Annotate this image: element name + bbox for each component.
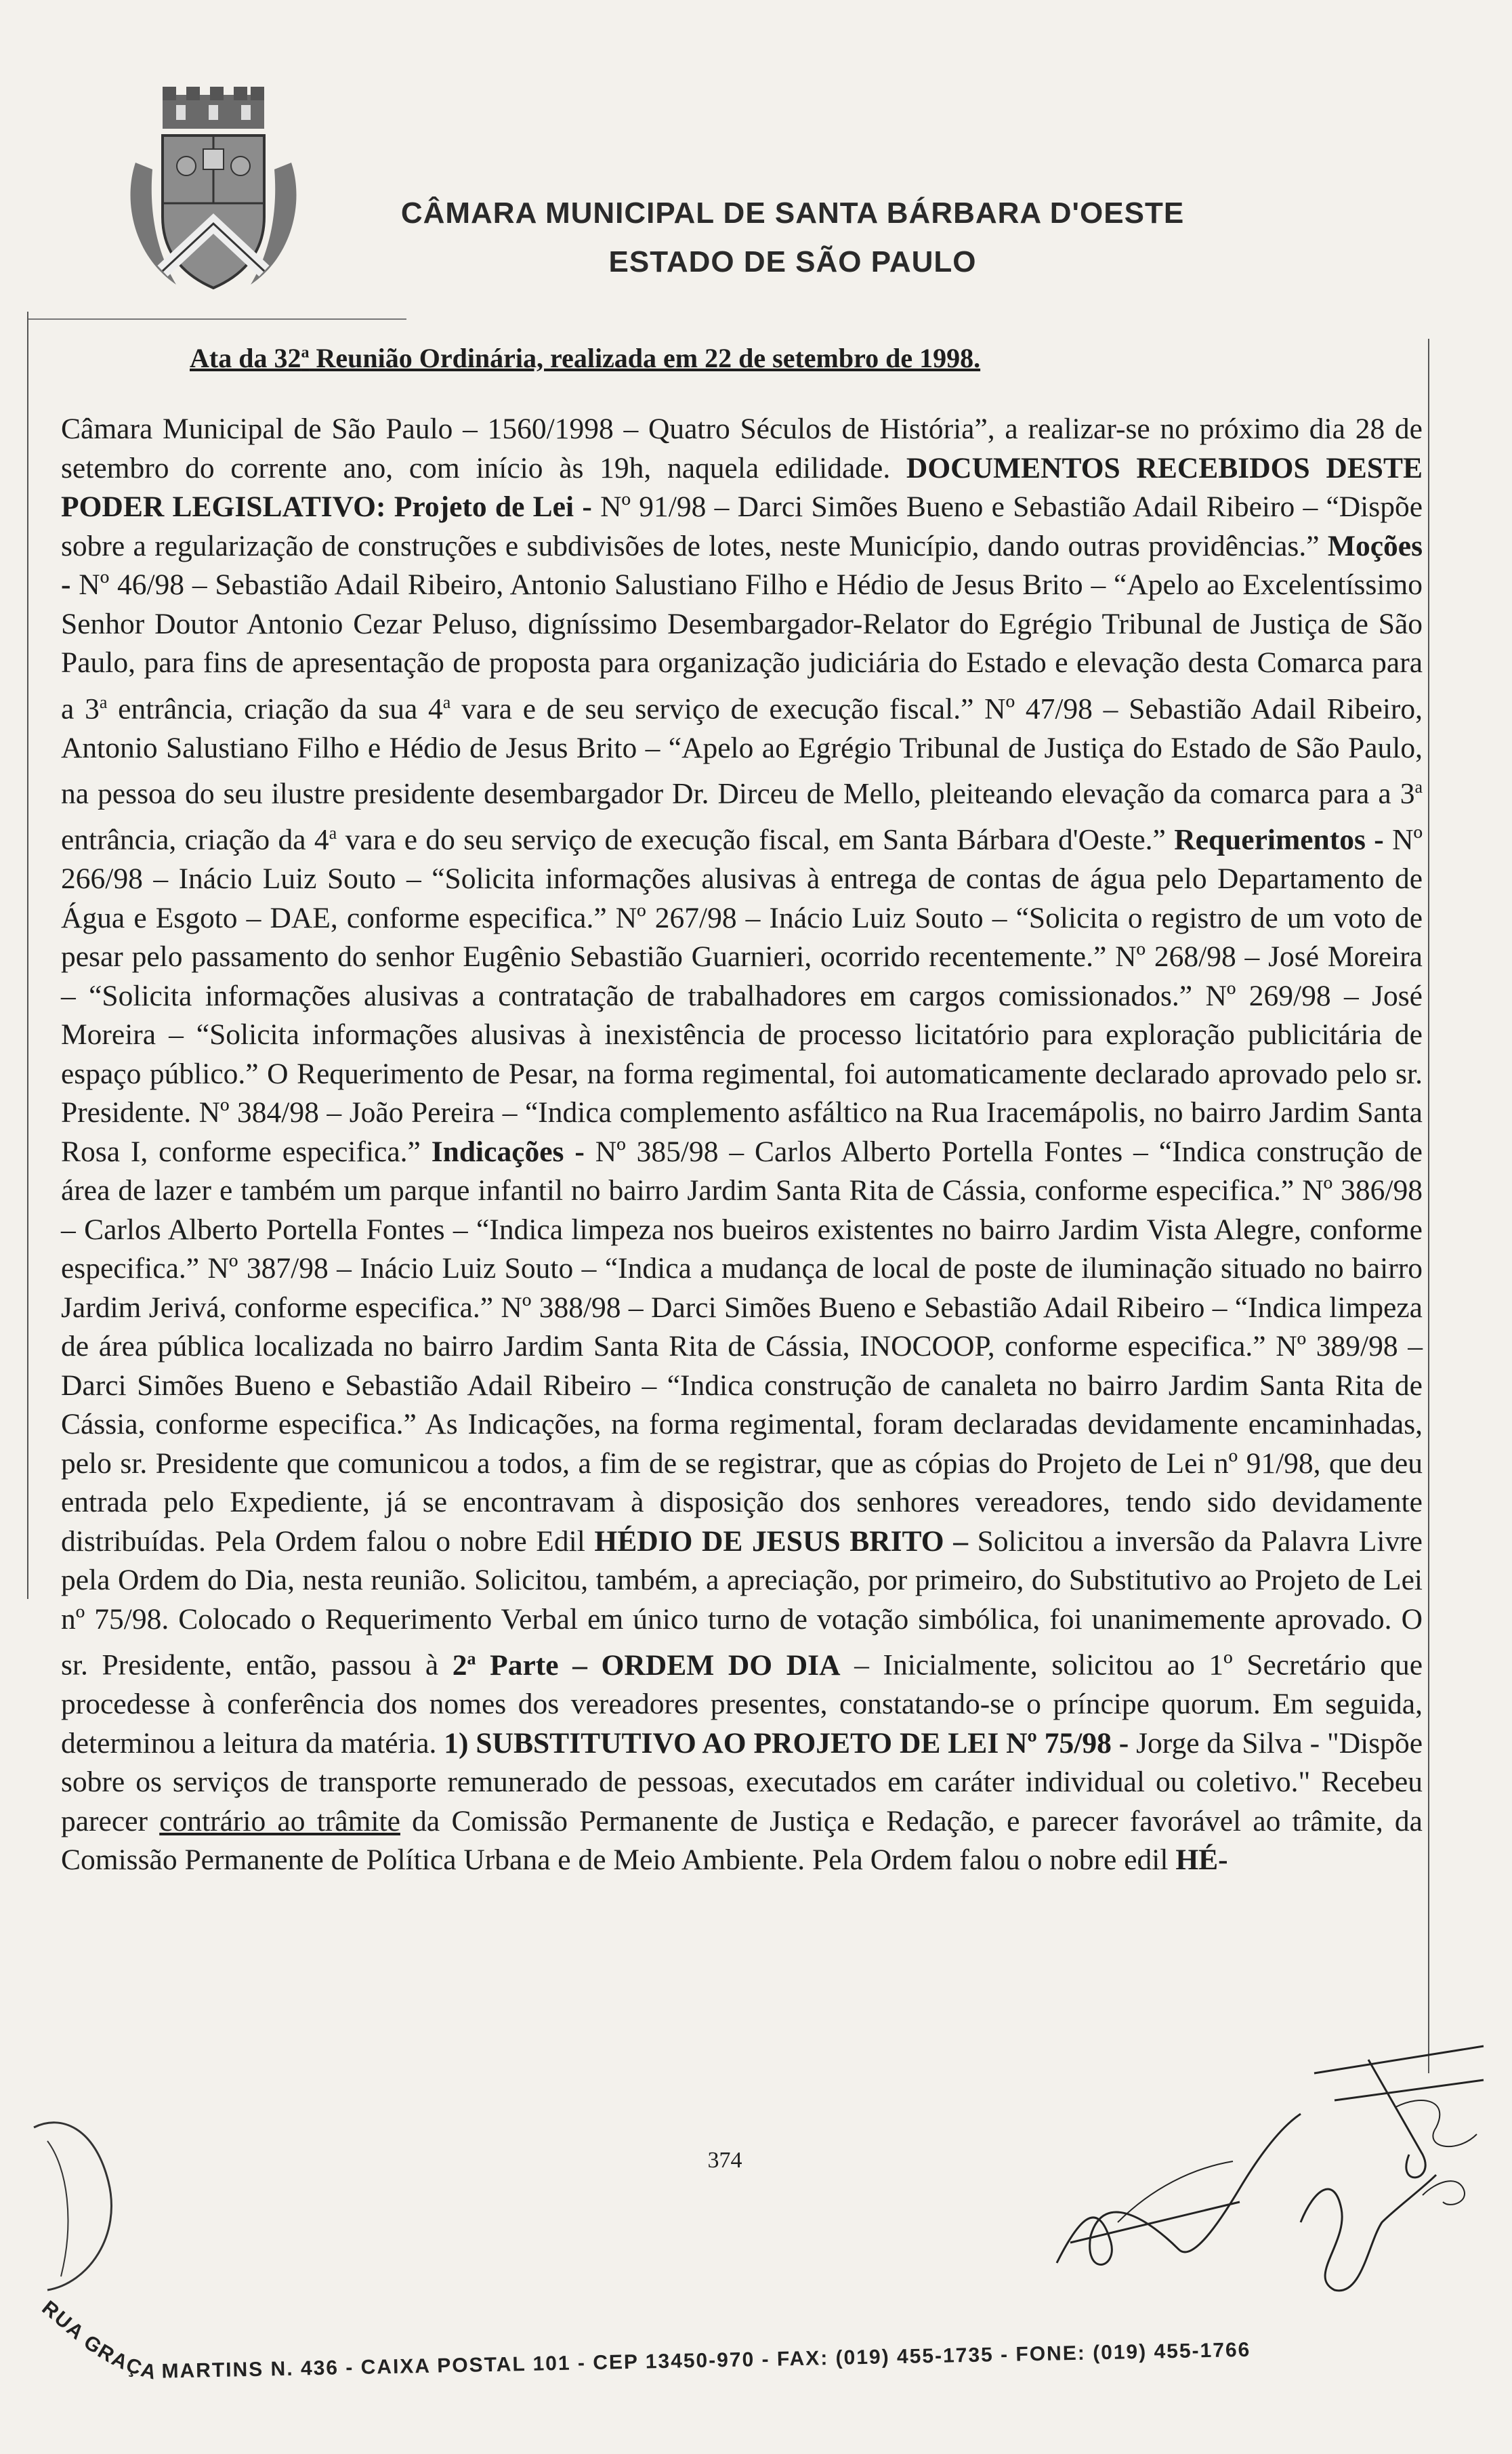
body-text-segment: entrância, criação da 4 [61,823,329,856]
body-superscript: a [442,692,451,712]
body-bold-segment: Requerimentos - [1174,823,1384,856]
coat-of-arms-icon [115,81,312,305]
body-bold-segment: HÉ- [1175,1844,1228,1876]
footer-address [27,2283,1512,2419]
handwritten-signatures [1016,2019,1490,2304]
footer-address-textpath: RUA GRAÇA MARTINS N. 436 - CAIXA POSTAL 101 - CEP 13450-970 - FAX: (019) 455-1735 - FONE: (019) 455-1766 [37,2296,1251,2384]
part-number: 2 [452,1648,467,1682]
body-text-segment: da Comissão Permanente de Justiça e Redação, e parecer favorável ao trâmite, da Comissão Permanente de Política Urbana e de Meio Ambiente. Pela Ordem falou o nobre edil [61,1804,1423,1876]
body-text-segment: – Inicialmente, solicitou ao 1º Secretário que procedesse à conferência dos nomes dos vereadores presentes, constatando-se o príncipe quorum. Em seguida, determinou a leitura da matéria. [61,1648,1423,1760]
body-bold-segment: HÉDIO DE JESUS BRITO – [594,1524,968,1558]
body-text-segment: Nº 91/98 – Darci Simões Bueno e Sebastião Adail Ribeiro – “Dispõe sobre a regularização de construções e subdivisões de lotes, neste Município, dando outras providências.” [61,491,1423,562]
frame-right-line [1428,339,1429,2073]
margin-scribble [20,2100,156,2304]
body-text-segment: Jorge da Silva - "Dispõe sobre os serviços de transporte remunerado de pessoas, executados em caráter individual ou coletivo." Recebeu parecer [61,1726,1423,1837]
title-prefix: Ata da 32 [190,343,301,373]
body-text-segment: vara e do seu serviço de execução fiscal, em Santa Bárbara d'Oeste.” [337,823,1175,856]
body-superscript: a [329,823,337,843]
body-bold-segment: 1) SUBSTITUTIVO AO PROJETO DE LEI Nº 75/98 - [444,1726,1129,1760]
body-bold-segment [453,1649,841,1682]
part-title: Parte – ORDEM DO DIA [476,1648,841,1682]
minutes-title [190,342,1206,374]
body-text-segment: Câmara Municipal de São Paulo – 1560/1998 – Quatro Séculos de História”, a realizar-se no próximo dia 28 de setembro do corrente ano, com início às 19h, naquela edilidade. [61,413,1423,484]
body-underlined-segment: contrário ao trâmite [159,1804,400,1837]
body-text-segment: vara e de seu serviço de execução fiscal.” Nº 47/98 – Sebastião Adail Ribeiro, Antonio Salustiano Filho e Hédio de Jesus Brito – “Apelo ao Egrégio Tribunal de Justiça do Estado de São Paulo, na pessoa do seu ilustre presidente desembargador Dr. Dirceu de Mello, pleiteando elevação da comarca para a 3 [61,692,1423,810]
minutes-body [61,410,1423,2117]
body-superscript: a [99,692,108,712]
body-bold-segment: Moções - [61,529,1423,601]
org-name: CÂMARA MUNICIPAL DE SANTA BÁRBARA D'OESTE [400,196,1185,230]
frame-left-line [27,312,28,1599]
body-text-segment: Nº 385/98 – Carlos Alberto Portella Fontes – “Indica construção de área de lazer e também um parque infantil no bairro Jardim Santa Rita de Cássia, conforme especifica.” Nº 386/98 – Carlos Alberto Portella Fontes – “Indica limpeza nos bueiros existentes no bairro Jardim Vista Alegre, conforme especifica.” Nº 387/98 – Inácio Luiz Souto – “Indica a mudança de local de poste de iluminação situado no bairro Jardim Jerivá, conforme especifica.” Nº 388/98 – Darci Simões Bueno e Sebastião Adail Ribeiro – “Indica limpeza de área pública localizada no bairro Jardim Santa Rita de Cássia, INOCOOP, conforme especifica.” Nº 389/98 – Darci Simões Bueno e Sebastião Adail Ribeiro – “Indica construção de canaleta no bairro Jardim Santa Rita de Cássia, conforme especifica.” As Indicações, na forma regimental, foram declaradas devidamente encaminhadas, pelo sr. Presidente que comunicou a todos, a fim de se registrar, que as cópias do Projeto de Lei nº 91/98, que deu entrada pelo Expediente, já se encontravam à disposição dos senhores vereadores, tendo sido devidamente distribuídas. Pela Ordem falou o nobre Edil [61,1135,1423,1558]
page-number: 374 [707,2148,742,2173]
frame-top-line [27,318,406,320]
body-bold-segment: DOCUMENTOS RECEBIDOS DESTE PODER LEGISLATIVO: Projeto de Lei - [61,451,1423,523]
body-text-segment: Solicitou a inversão da Palavra Livre pela Ordem do Dia, nesta reunião. Solicitou, também, a apreciação, por primeiro, do Substitutivo ao Projeto de Lei nº 75/98. Colocado o Requerimento Verbal em único turno de votação simbólica, foi unanimemente aprovado. O sr. Presidente, então, passou à [61,1524,1423,1682]
org-state: ESTADO DE SÃO PAULO [608,245,977,278]
footer-address-graphic [27,2283,1512,2419]
body-superscript: a [1414,777,1423,797]
title-ordinal: a [301,344,310,362]
minutes-paragraph [61,410,1423,1880]
footer-address-text [38,2297,1251,2384]
body-bold-segment: Indicações - [431,1135,585,1168]
title-suffix: Reunião Ordinária, realizada em 22 de setembro de 1998. [309,343,981,373]
body-text-segment: entrância, criação da sua 4 [107,692,443,725]
body-text-segment: Nº 46/98 – Sebastião Adail Ribeiro, Antonio Salustiano Filho e Hédio de Jesus Brito – “Apelo ao Excelentíssimo Senhor Doutor Antonio Cezar Peluso, digníssimo Desembargador-Relator do Egrégio Tribunal de Justiça de São Paulo, para fins de apresentação de proposta para organização judiciária do Estado e elevação desta Comarca para a 3 [61,568,1423,725]
body-superscript: a [467,1648,476,1668]
body-text-segment: Nº 266/98 – Inácio Luiz Souto – “Solicita informações alusivas à entrega de contas de água pelo Departamento de Água e Esgoto – DAE, conforme especifica.” Nº 267/98 – Inácio Luiz Souto – “Solicita o registro de um voto de pesar pelo passamento do senhor Eugênio Sebastião Guarnieri, ocorrido recentemente.” Nº 268/98 – José Moreira – “Solicita informações alusivas a contratação de trabalhadores em cargos comissionados.” Nº 269/98 – José Moreira – “Solicita informações alusivas à inexistência de processo licitatório para exploração publicitária de espaço público.” O Requerimento de Pesar, na forma regimental, foi automaticamente declarado aprovado pelo sr. Presidente. Nº 384/98 – João Pereira – “Indica complemento asfáltico na Rua Iracemápolis, no bairro Jardim Santa Rosa I, conforme especifica.” [61,823,1423,1168]
